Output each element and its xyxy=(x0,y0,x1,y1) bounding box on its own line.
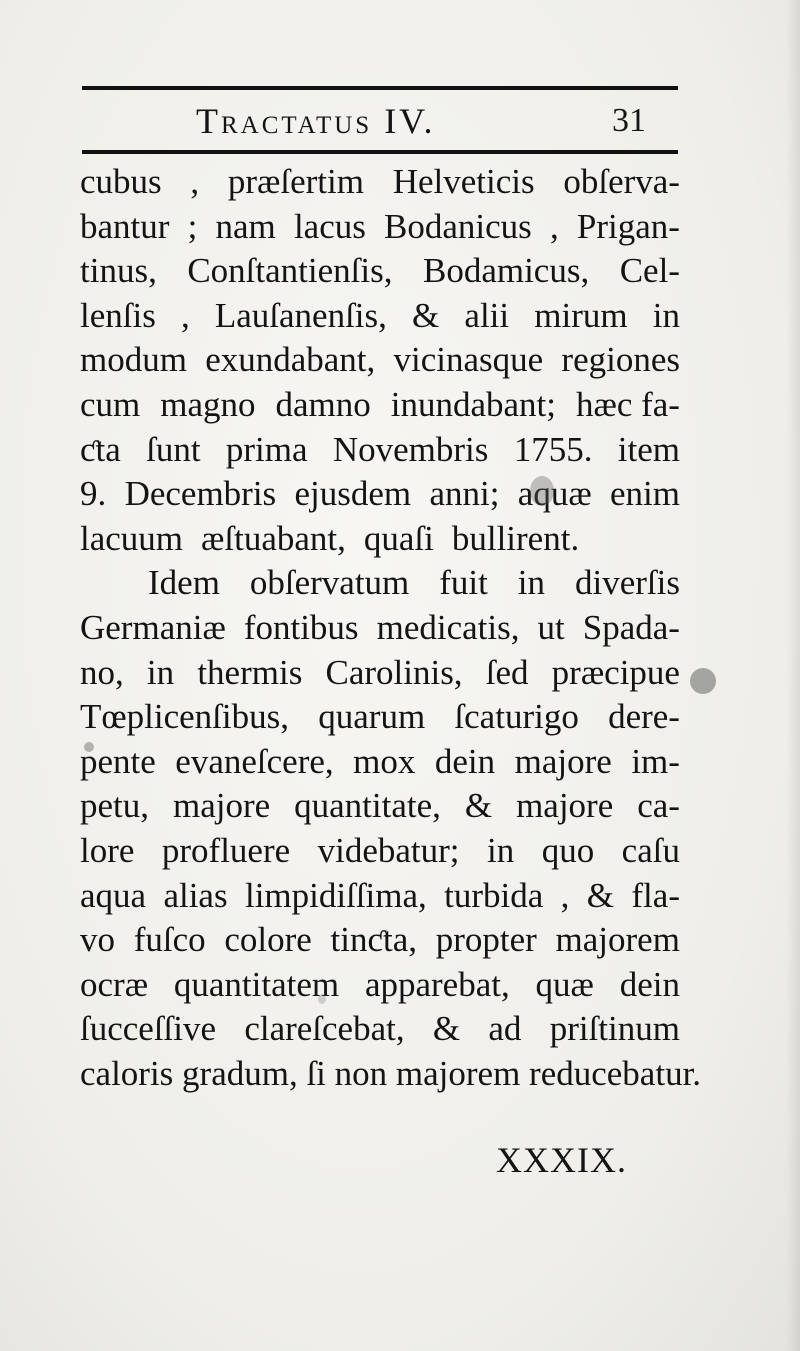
word: aquæ xyxy=(517,474,592,514)
word: thermis xyxy=(197,652,303,692)
text-line xyxy=(80,651,680,696)
word: caloris gradum, ſi non majorem reducebatur. xyxy=(80,1053,702,1093)
running-head xyxy=(196,96,436,146)
word: ejusdem xyxy=(294,474,412,514)
word: exundabant, xyxy=(205,340,376,380)
word: ſunt xyxy=(146,429,201,469)
word: ſed xyxy=(485,652,529,692)
word: & xyxy=(412,295,440,335)
word: in xyxy=(652,295,680,335)
word: bantur xyxy=(80,206,170,246)
word: Tœplicenſibus, xyxy=(80,697,289,737)
word: lacus xyxy=(293,206,366,246)
ink-blot xyxy=(530,476,554,506)
word: vicinasque xyxy=(393,340,544,380)
word: Carolinis, xyxy=(325,652,463,692)
word: quantitatem xyxy=(173,964,340,1004)
word: & xyxy=(432,1009,461,1049)
word: alii xyxy=(464,295,510,335)
text-line xyxy=(80,472,680,517)
text-line xyxy=(80,338,680,383)
word: fla- xyxy=(631,875,680,915)
word: & xyxy=(464,786,493,826)
text-line xyxy=(80,517,680,562)
word: magno xyxy=(160,384,256,424)
page-number: 31 xyxy=(612,102,646,139)
word: mox xyxy=(353,741,416,781)
word: Idem xyxy=(148,563,220,603)
text-line xyxy=(80,383,680,428)
word: nam xyxy=(215,206,276,246)
word: Cel- xyxy=(619,251,680,291)
page-edge-shadow xyxy=(786,0,800,1351)
text-line xyxy=(80,160,680,205)
text-line xyxy=(80,740,680,785)
word: dere- xyxy=(608,697,680,737)
text-line xyxy=(80,918,680,963)
word: æſtuabant, xyxy=(201,518,346,558)
word: apparebat, xyxy=(364,964,510,1004)
word: Bodamicus, xyxy=(422,251,590,291)
word: cubus xyxy=(80,162,162,201)
word: damno xyxy=(275,384,371,424)
word: enim xyxy=(610,474,680,514)
word: inundabant; xyxy=(390,384,556,424)
word: majore xyxy=(514,741,612,781)
word: modum xyxy=(80,340,187,380)
word: medicatis, xyxy=(376,607,520,647)
word: fuſco xyxy=(133,920,206,960)
text-line xyxy=(80,561,680,606)
word: quarum xyxy=(318,697,426,737)
word: quæ xyxy=(535,964,594,1004)
word: ca- xyxy=(637,786,680,826)
word: ocræ xyxy=(80,964,149,1004)
word: dein xyxy=(434,741,496,781)
word: ſucceſſive xyxy=(80,1009,217,1049)
word: in xyxy=(517,563,546,603)
word: in xyxy=(487,830,515,870)
text-line xyxy=(80,1052,702,1097)
word: 9. xyxy=(80,474,107,514)
word: , xyxy=(560,875,570,915)
word: obſervatum xyxy=(249,563,410,603)
word: ad xyxy=(488,1009,522,1049)
word: præcipue xyxy=(551,652,680,692)
word: , xyxy=(549,206,559,246)
word: Novembris xyxy=(332,429,489,469)
word: Lauſanenſis, xyxy=(214,295,387,335)
ink-speck xyxy=(84,742,94,752)
word: quantitate, xyxy=(294,786,441,826)
word: cum xyxy=(80,384,141,424)
running-head-title: ractatus xyxy=(221,101,373,141)
word: pente xyxy=(80,741,156,781)
word: , xyxy=(190,162,200,201)
word: Bodanicus xyxy=(384,206,532,246)
word: & xyxy=(586,875,615,915)
header-rule-bottom xyxy=(82,150,678,154)
word: , xyxy=(180,295,190,335)
word: ; xyxy=(187,206,198,246)
word: lenſis xyxy=(80,295,156,335)
text-line xyxy=(80,695,680,740)
word: colore xyxy=(224,920,312,960)
word: Conſtantienſis, xyxy=(187,251,393,291)
word: Decembris xyxy=(124,474,277,514)
text-line xyxy=(80,1007,680,1052)
word: hæc fa- xyxy=(575,384,680,424)
running-head-initial: T xyxy=(196,101,221,141)
word: no, xyxy=(80,652,124,692)
ink-blot xyxy=(690,668,716,694)
word: prima xyxy=(225,429,308,469)
word: limpidiſſima, xyxy=(244,875,427,915)
word: lacuum xyxy=(80,518,184,558)
ink-speck xyxy=(318,994,326,1004)
catchword: XXXIX. xyxy=(496,1140,627,1180)
word: item xyxy=(617,429,680,469)
text-line xyxy=(80,963,680,1008)
word: diverſis xyxy=(574,563,680,603)
word: ſcaturigo xyxy=(454,697,579,737)
word: quaſi xyxy=(363,518,434,558)
word: lore xyxy=(80,830,135,870)
word: vo xyxy=(80,920,115,960)
word: petu, xyxy=(80,786,150,826)
running-head-numeral: IV. xyxy=(384,101,436,141)
body-text xyxy=(80,160,702,1096)
word: im- xyxy=(631,741,680,781)
word: dein xyxy=(619,964,680,1004)
text-line xyxy=(80,205,680,250)
text-line xyxy=(80,606,680,651)
word: tinƈta, xyxy=(330,920,418,960)
word: aqua xyxy=(80,875,147,915)
header-rule-top xyxy=(82,86,678,90)
word: ut xyxy=(537,607,565,647)
word: majore xyxy=(172,786,271,826)
word: Helveticis xyxy=(392,162,535,201)
text-line xyxy=(80,874,680,919)
word: alias xyxy=(163,875,228,915)
word: majorem xyxy=(555,920,680,960)
word: priſtinum xyxy=(549,1009,680,1049)
word: fuit xyxy=(439,563,488,603)
word: quo xyxy=(541,830,595,870)
word: obſerva- xyxy=(563,162,680,201)
word: 1755. xyxy=(513,429,593,469)
word: mirum xyxy=(534,295,628,335)
text-line xyxy=(80,249,680,294)
word: majore xyxy=(516,786,614,826)
word: clareſcebat, xyxy=(244,1009,405,1049)
text-line xyxy=(80,294,680,339)
text-line xyxy=(80,784,680,829)
text-line xyxy=(80,428,680,473)
word: propter xyxy=(435,920,537,960)
word: turbida xyxy=(444,875,544,915)
word: tinus, xyxy=(80,251,157,291)
word: Prigan- xyxy=(576,206,680,246)
word: regiones xyxy=(561,340,680,380)
word: in xyxy=(146,652,175,692)
text-line xyxy=(80,829,680,874)
word: caſu xyxy=(621,830,680,870)
word: ƈta xyxy=(80,429,121,469)
word: Germaniæ xyxy=(80,607,226,647)
word: præſertim xyxy=(227,162,364,201)
word: bullirent. xyxy=(451,518,580,558)
word: profluere xyxy=(161,830,291,870)
word: fontibus xyxy=(243,607,359,647)
word: videbatur; xyxy=(317,830,460,870)
word: Spada- xyxy=(582,607,680,647)
word: anni; xyxy=(429,474,500,514)
word: evaneſcere, xyxy=(175,741,334,781)
